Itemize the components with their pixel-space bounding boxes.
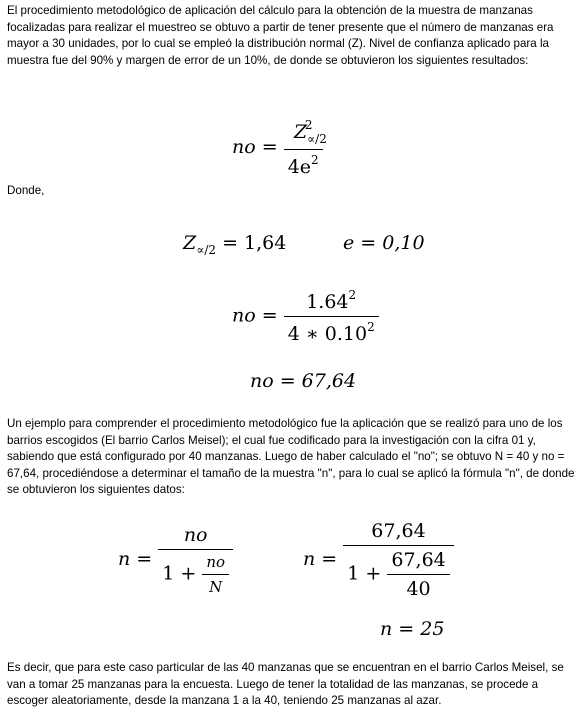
z-square: 2 — [304, 118, 313, 132]
formula-no-result — [250, 370, 356, 392]
formula-no — [232, 118, 327, 178]
formula-e-value — [343, 232, 425, 254]
formula-z-value — [183, 232, 286, 257]
intro-paragraph: El procedimiento metodológico de aplicación del cálculo para la obtención de la muestra de manzanas focalizadas para realizar el muestreo se obtuvo a partir de tener presente que el número de manzanas era mayor a 30 unidades, por lo cual se empleó la distribución normal (Z). Nivel de confianza aplicado para la muestra fue del 90% y margen de error de un 10%, de donde se obtuvieron los siguientes resultados: — [7, 4, 554, 67]
formula-n-num: no — [183, 524, 208, 546]
donde-label: Donde, — [7, 184, 45, 197]
formula-no-numeric — [232, 288, 379, 345]
num-164: 1.64 — [306, 291, 349, 313]
formula-n-one-plus: 1 + — [162, 562, 197, 585]
conclusion-paragraph: Es decir, que para este caso particular de las 40 manzanas que se encuentran en el barrio Carlos Meisel, se van a tomar 25 manzanas para la encuesta. Luego de tener la totalidad de las manzanas, se procede a escoger aleatoriamente, desde la manzana 1 a la 40, teniendo 25 manzanas al azar. — [7, 661, 564, 708]
example-paragraph: Un ejemplo para comprender el procedimiento metodológico fue la aplicación que se realizó para uno de los barrios escogidos (El barrio Carlos Meisel); el cual fue codificado para la investigación con la cifra 01 y, sabiendo que está configurado por 40 manzanas. Luego de haber calculado el "no"; se obtuvo N = 40 y no = 67,64, procediéndose a determinar el tamaño de la muestra "n", para lo cual se aplicó la fórmula "n", de donde se obtuvieron los siguientes datos: — [7, 417, 575, 497]
formula-n-numeric-lhs: n = — [303, 548, 338, 570]
e-square: 2 — [311, 153, 319, 167]
formula-n-numeric-small-den: 40 — [387, 574, 449, 600]
formula-no-lhs: no = — [232, 136, 278, 158]
formula-n-lhs: n = — [118, 548, 153, 570]
formula-n-numeric-small-num: 67,64 — [391, 549, 446, 571]
formula-n-result — [380, 618, 444, 640]
z-value-subscript: ∝/2 — [196, 243, 217, 257]
formula-n — [118, 524, 233, 596]
formula-n-numeric-one-plus: 1 + — [347, 562, 382, 585]
formula-n-numeric — [303, 520, 454, 600]
formula-n-small-num: no — [206, 553, 226, 571]
z-value-rhs: = 1,64 — [222, 232, 287, 254]
n-result: n = 25 — [380, 618, 445, 640]
num-164-square: 2 — [348, 288, 357, 302]
z-subscript: ∝/2 — [307, 132, 327, 146]
z-symbol: Z — [293, 121, 308, 143]
z-value-symbol: Z — [183, 232, 197, 254]
no-result: no = 67,64 — [250, 370, 357, 392]
e-value: e = 0,10 — [343, 232, 425, 254]
den-square: 2 — [367, 320, 375, 334]
formula-no-numeric-lhs: no = — [232, 304, 278, 327]
den-4x010: 4 ∗ 0.10 — [287, 323, 368, 345]
den-4e: 4e — [287, 156, 312, 178]
formula-n-numeric-num: 67,64 — [371, 520, 426, 542]
formula-n-small-den: N — [202, 574, 229, 596]
